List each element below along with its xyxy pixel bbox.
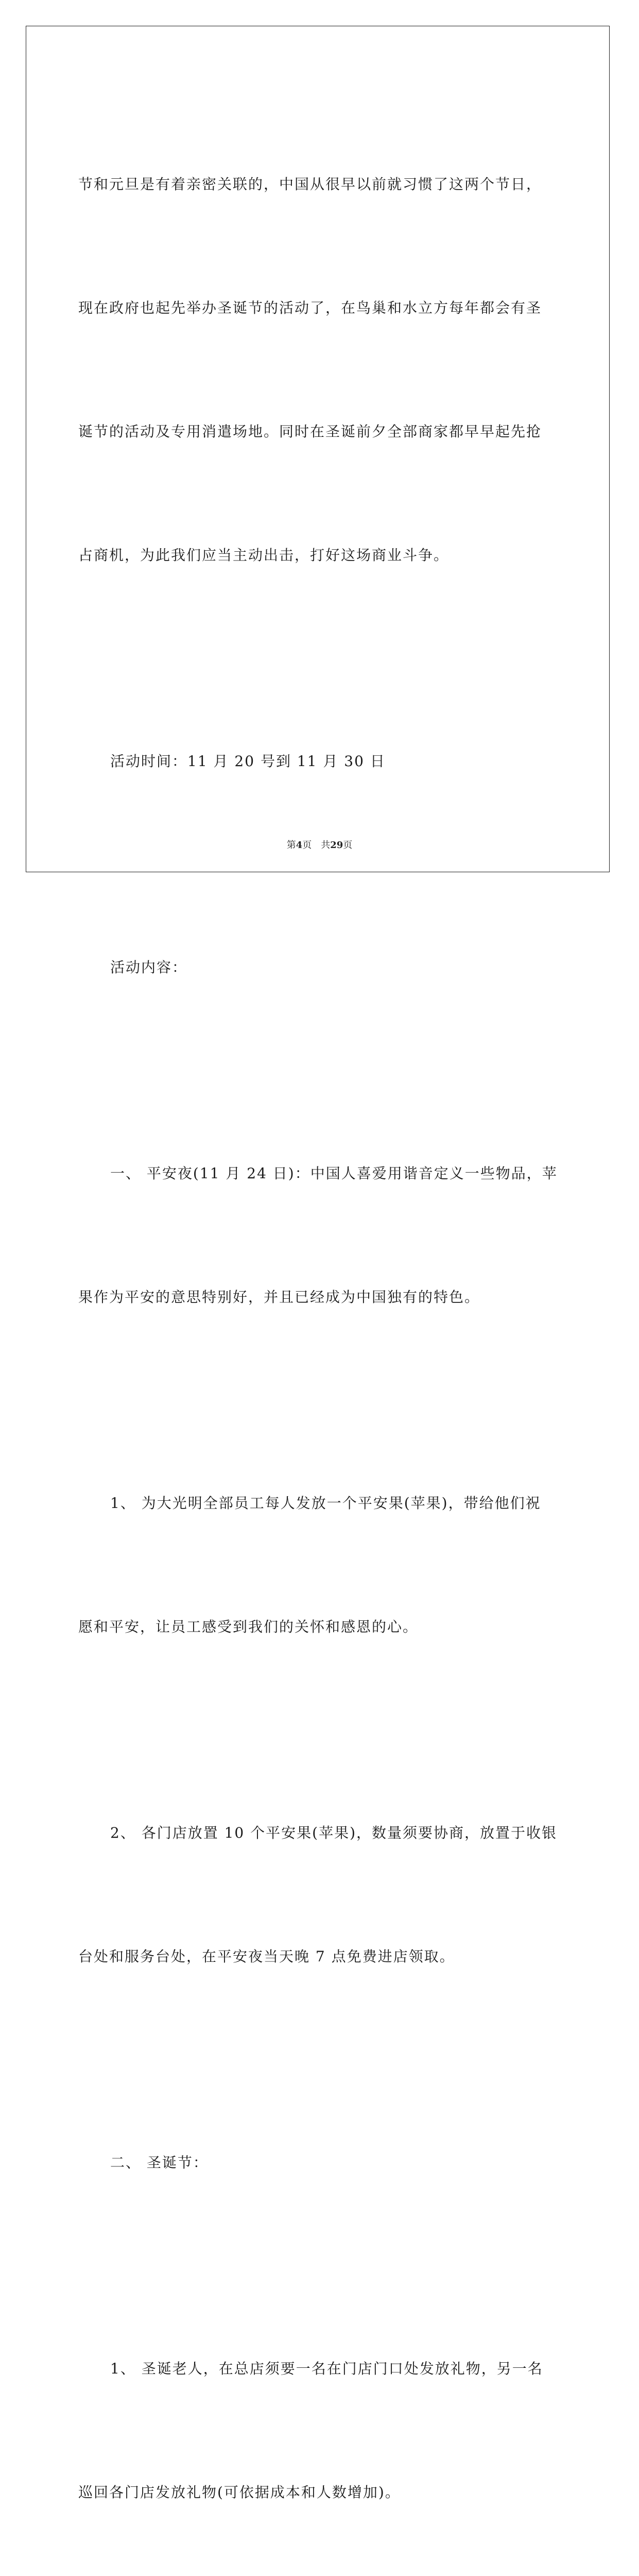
paragraph-intro	[78, 81, 557, 658]
text-line: 节和元旦是有着亲密关联的，中国从很早以前就习惯了这两个节日，	[78, 176, 542, 193]
page-mid: 页 共	[302, 840, 331, 851]
page-footer	[0, 838, 639, 851]
text-line: 占商机，为此我们应当主动出击，打好这场商业斗争。	[78, 547, 450, 564]
paragraph-item-2	[78, 1730, 557, 2060]
text-line: 巡回各门店发放礼物(可依据成本和人数增加)。	[78, 2484, 401, 2501]
text-line: 1、 为大光明全部员工每人发放一个平安果(苹果)，带给他们祝	[110, 1495, 541, 1512]
page-prefix: 第	[286, 840, 296, 851]
paragraph-christmas-item-1	[78, 2266, 557, 2576]
total-pages: 29	[330, 840, 343, 851]
text-line: 二、 圣诞节：	[110, 2154, 209, 2171]
text-line: 活动内容：	[110, 959, 188, 976]
text-line: 台处和服务台处，在平安夜当天晚 7 点免费进店领取。	[78, 1948, 455, 1965]
paragraph-activity-time	[78, 658, 557, 865]
text-line: 2、 各门店放置 10 个平安果(苹果)，数量须要协商，放置于收银	[110, 1824, 557, 1841]
page-number: 4	[296, 840, 303, 851]
text-line: 一、 平安夜(11 月 24 日)：中国人喜爱用谐音定义一些物品，苹	[110, 1165, 558, 1182]
page-suffix: 页	[343, 840, 353, 851]
text-line: 活动时间：11 月 20 号到 11 月 30 日	[110, 753, 386, 770]
text-line: 果作为平安的意思特别好，并且已经成为中国独有的特色。	[78, 1289, 480, 1306]
text-line: 现在政府也起先举办圣诞节的活动了，在鸟巢和水立方每年都会有圣	[78, 299, 542, 316]
paragraph-activity-content	[78, 865, 557, 1071]
paragraph-christmas	[78, 2060, 557, 2266]
paragraph-christmas-eve	[78, 1071, 557, 1400]
paragraph-item-1	[78, 1400, 557, 1730]
text-line: 1、 圣诞老人，在总店须要一名在门店门口处发放礼物，另一名	[110, 2360, 543, 2377]
text-line: 愿和平安，让员工感受到我们的关怀和感恩的心。	[78, 1618, 419, 1635]
text-line: 诞节的活动及专用消遣场地。同时在圣诞前夕全部商家都早早起先抢	[78, 423, 542, 440]
document-body	[78, 81, 557, 2576]
